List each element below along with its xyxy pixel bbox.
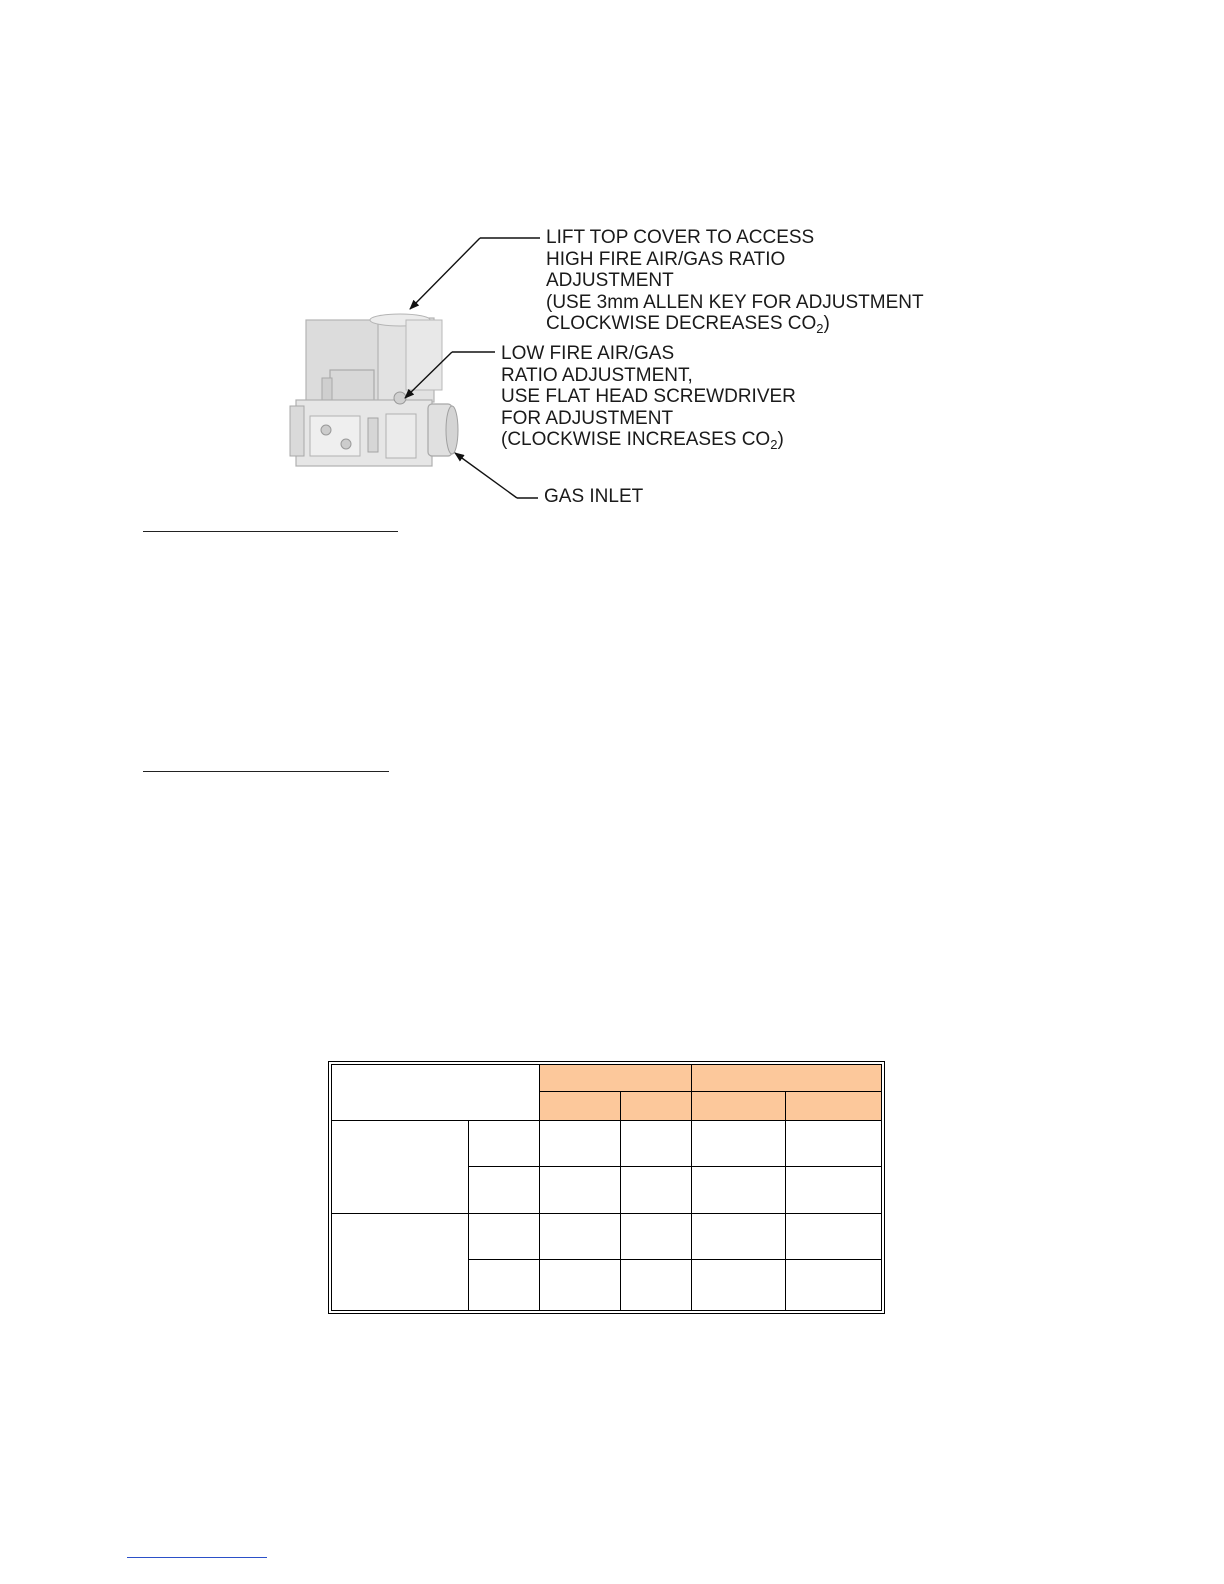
callout-line: ADJUSTMENT <box>546 270 674 292</box>
heading-underline <box>143 771 389 772</box>
callout-text: ) <box>777 429 784 451</box>
table-row <box>332 1121 882 1167</box>
table-cell <box>691 1214 786 1260</box>
table-cell <box>786 1121 882 1167</box>
table-cell <box>468 1121 539 1167</box>
callout-text: CLOCKWISE DECREASES CO <box>546 313 817 335</box>
table-cell <box>540 1167 620 1214</box>
table-cell <box>620 1167 691 1214</box>
table-header-cell <box>540 1065 692 1092</box>
callout-line <box>501 429 796 451</box>
table-cell <box>468 1260 539 1311</box>
table-cell <box>620 1214 691 1260</box>
low-fire-adjustment-callout <box>501 343 796 451</box>
callout-line: FOR ADJUSTMENT <box>501 407 674 429</box>
table-cell <box>691 1121 786 1167</box>
table-cell <box>786 1260 882 1311</box>
callout-text: ) <box>823 313 830 335</box>
heading-underline <box>143 531 398 532</box>
gas-inlet-leader-arrow <box>455 453 538 498</box>
callout-line <box>546 313 924 335</box>
callout-line: HIGH FIRE AIR/GAS RATIO <box>546 248 786 270</box>
table-subheader-cell <box>540 1092 620 1121</box>
table-cell <box>786 1214 882 1260</box>
table-cell <box>540 1214 620 1260</box>
callout-line: (USE 3mm ALLEN KEY FOR ADJUSTMENT <box>546 291 924 313</box>
link-underline[interactable] <box>127 1557 267 1558</box>
table-group-cell <box>332 1121 469 1214</box>
table-subheader-cell <box>620 1092 691 1121</box>
table-cell <box>620 1260 691 1311</box>
table-subheader-cell <box>691 1092 786 1121</box>
gas-inlet-callout <box>544 486 643 508</box>
subscript: 2 <box>816 321 824 337</box>
gas-valve-illustration <box>290 314 458 466</box>
table-corner-cell <box>332 1065 540 1121</box>
table-cell <box>620 1121 691 1167</box>
table-cell <box>786 1167 882 1214</box>
settings-table <box>328 1061 885 1314</box>
settings-table-grid <box>331 1064 882 1311</box>
table-row <box>332 1214 882 1260</box>
table-cell <box>540 1121 620 1167</box>
callout-line: RATIO ADJUSTMENT, <box>501 364 693 386</box>
callout-line: LIFT TOP COVER TO ACCESS <box>546 227 815 248</box>
subscript: 2 <box>770 437 778 453</box>
callout-line: LOW FIRE AIR/GAS <box>501 343 675 364</box>
high-fire-leader-arrow <box>410 238 540 309</box>
table-cell <box>468 1167 539 1214</box>
table-cell <box>540 1260 620 1311</box>
table-cell <box>691 1167 786 1214</box>
table-subheader-cell <box>786 1092 882 1121</box>
table-cell <box>691 1260 786 1311</box>
callout-line: GAS INLET <box>544 486 644 507</box>
high-fire-adjustment-callout <box>546 227 924 335</box>
table-header-cell <box>691 1065 881 1092</box>
table-group-cell <box>332 1214 469 1311</box>
callout-text: (CLOCKWISE INCREASES CO <box>501 429 771 451</box>
callout-line: USE FLAT HEAD SCREWDRIVER <box>501 386 796 408</box>
table-cell <box>468 1214 539 1260</box>
